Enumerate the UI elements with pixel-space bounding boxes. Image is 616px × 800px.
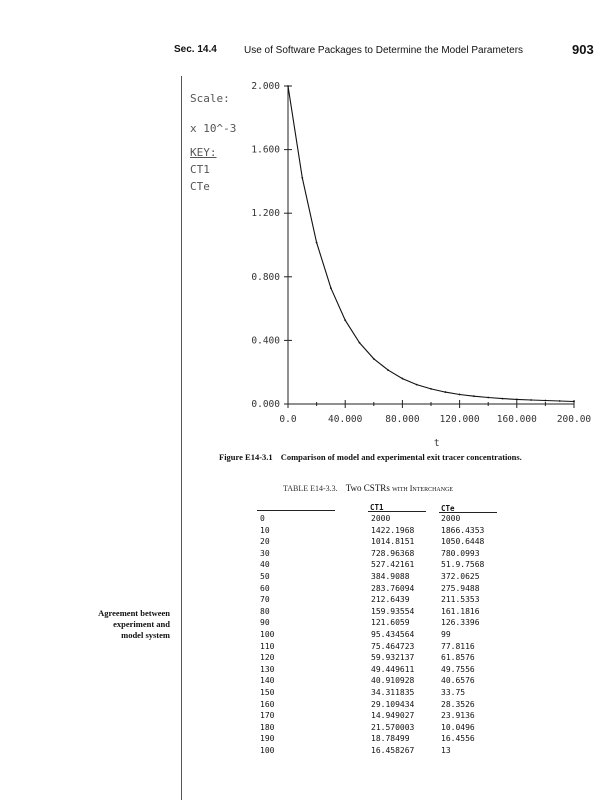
table-cell-ct1: 384.9088 xyxy=(371,572,410,581)
table-cell-ct1: 14.949027 xyxy=(371,711,415,721)
column-header-cte: CTe xyxy=(441,504,455,513)
table-title-plain: Two CSTRs xyxy=(345,483,390,493)
table-cell-cte: 2000 xyxy=(441,514,461,523)
table-cell-ct1: 49.449611 xyxy=(371,664,415,674)
table-rule-t xyxy=(257,510,335,511)
table-cell-ct1: 159.93554 xyxy=(371,606,415,616)
table-cell-t: 0 xyxy=(260,514,265,523)
key-item-ct1: CT1 xyxy=(190,163,210,176)
key-label: KEY: xyxy=(190,146,217,159)
margin-note-line3: model system xyxy=(121,630,170,640)
table-cell-ct1: 728.96368 xyxy=(371,548,415,558)
scale-value: x 10^-3 xyxy=(190,122,237,135)
table-cell-ct1: 1422.1968 xyxy=(371,525,415,535)
table-cell-ct1: 40.910928 xyxy=(371,676,415,686)
table-cell-cte: 28.3526 xyxy=(441,699,475,709)
table-cell-ct1: 18.78499 xyxy=(371,734,410,744)
y-tick-label: 2.000 xyxy=(251,81,280,92)
table-cell-t: 100 xyxy=(260,746,275,755)
y-tick-label: 0.000 xyxy=(251,399,280,410)
margin-note-line1: Agreement between xyxy=(98,608,170,618)
table-cell-cte: 1866.4353 xyxy=(441,525,485,535)
table-cell-cte: 51.9.7568 xyxy=(441,560,485,570)
table-cell-ct1: 29.109434 xyxy=(371,699,415,709)
y-tick-label: 0.400 xyxy=(251,335,280,347)
scale-label: Scale: xyxy=(190,92,230,105)
table-cell-t: 120 xyxy=(260,653,275,663)
x-tick-label: 120.000 xyxy=(439,414,480,425)
table-cell-cte: 16.4556 xyxy=(441,734,475,744)
table-cell-t: 30 xyxy=(260,548,270,558)
table-cell-cte: 161.1816 xyxy=(441,606,480,616)
table-cell-cte: 275.9488 xyxy=(441,583,480,593)
x-tick-label: 40.000 xyxy=(328,414,363,425)
table-cell-t: 170 xyxy=(260,711,275,721)
table-cell-t: 110 xyxy=(260,641,275,651)
table-cell-t: 40 xyxy=(260,560,270,570)
table-cell-t: 70 xyxy=(260,595,270,605)
table-cell-ct1: 1014.8151 xyxy=(371,537,415,547)
table-title-smallcaps: with Interchange xyxy=(392,484,454,493)
margin-note-line2: experiment and xyxy=(113,619,170,629)
table-cell-t: 180 xyxy=(260,722,275,732)
figure-caption-text: Comparison of model and experimental exit tracer concentrations. xyxy=(280,452,522,462)
table-cell-ct1: 21.570003 xyxy=(371,722,415,732)
table-cell-ct1: 16.458267 xyxy=(371,746,415,755)
table-cell-ct1: 212.6439 xyxy=(371,595,410,605)
table-cell-cte: 49.7556 xyxy=(441,664,475,674)
table-label: TABLE E14-3.3. xyxy=(283,484,338,493)
table-cell-cte: 99 xyxy=(441,630,451,639)
table-cell-cte: 13 xyxy=(441,746,451,755)
table-cell-cte: 40.6576 xyxy=(441,676,475,686)
table-cell-ct1: 59.932137 xyxy=(371,653,415,663)
page-number: 903 xyxy=(572,42,594,57)
table-cell-ct1: 34.311835 xyxy=(371,688,415,697)
table-cell-cte: 23.9136 xyxy=(441,711,475,721)
table-cell-ct1: 121.6059 xyxy=(371,618,410,628)
y-tick-label: 1.600 xyxy=(251,144,280,156)
table-cell-cte: 372.0625 xyxy=(441,572,480,581)
y-tick-label: 1.200 xyxy=(251,208,280,220)
table-cell-t: 130 xyxy=(260,664,275,674)
table-cell-cte: 61.8576 xyxy=(441,653,475,663)
x-tick-label: 0.0 xyxy=(279,414,297,425)
column-header-ct1: CT1 xyxy=(370,503,384,512)
table-cell-t: 150 xyxy=(260,688,275,697)
x-tick-label: 200.00 xyxy=(556,414,592,425)
table-cell-cte: 1050.6448 xyxy=(441,537,485,547)
section-label: Sec. 14.4 xyxy=(174,44,217,55)
table-cell-cte: 126.3396 xyxy=(441,618,480,628)
table-cell-cte: 780.0993 xyxy=(441,548,480,558)
key-item-cte: CTe xyxy=(190,180,210,193)
table-cell-t: 10 xyxy=(260,525,270,535)
x-axis-label: t xyxy=(433,438,440,449)
table-cell-ct1: 283.76094 xyxy=(371,583,415,593)
table-cell-t: 190 xyxy=(260,734,275,744)
table-cell-cte: 33.75 xyxy=(441,688,466,697)
table-cell-ct1: 527.42161 xyxy=(371,560,415,570)
table-cell-cte: 10.0496 xyxy=(441,722,475,732)
y-tick-label: 0.800 xyxy=(251,271,280,283)
running-title: Use of Software Packages to Determine the Model Parameters xyxy=(244,45,524,56)
table-cell-t: 160 xyxy=(260,699,275,709)
table-cell-ct1: 95.434564 xyxy=(371,630,415,639)
table-cell-t: 50 xyxy=(260,572,270,581)
table-cell-cte: 77.8116 xyxy=(441,641,475,651)
table-cell-ct1: 2000 xyxy=(371,514,391,523)
x-tick-label: 80.000 xyxy=(385,414,420,425)
x-tick-label: 160.000 xyxy=(496,414,537,425)
table-cell-t: 80 xyxy=(260,606,270,616)
table-cell-ct1: 75.464723 xyxy=(371,641,415,651)
table-cell-t: 60 xyxy=(260,583,270,593)
table-cell-t: 20 xyxy=(260,537,270,547)
table-cell-t: 140 xyxy=(260,676,275,686)
figure-label: Figure E14-3.1 xyxy=(219,452,273,462)
table-cell-t: 90 xyxy=(260,618,270,628)
table-cell-cte: 211.5353 xyxy=(441,595,480,605)
table-cell-t: 100 xyxy=(260,630,275,639)
